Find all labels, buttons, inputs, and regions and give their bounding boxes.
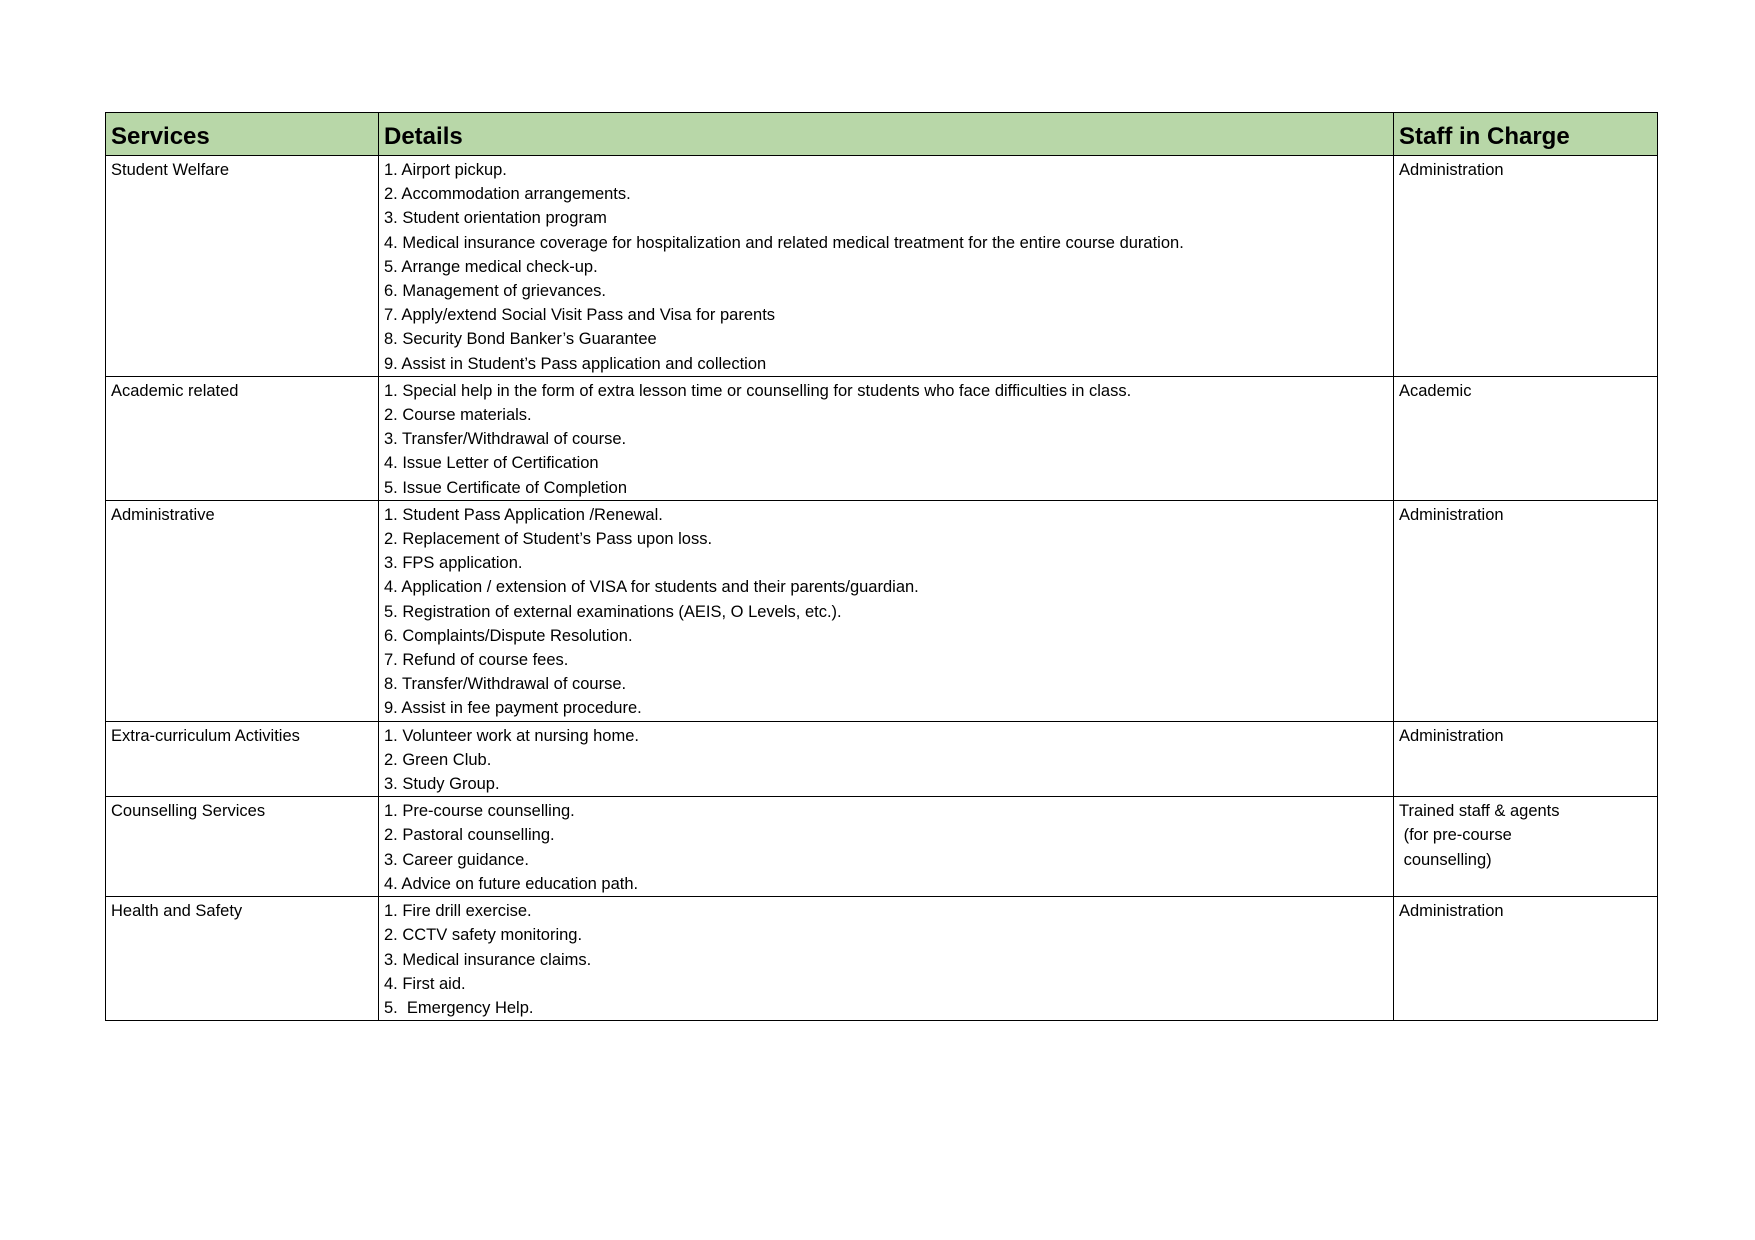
- detail-item: 2. Replacement of Student’s Pass upon loss.: [384, 530, 713, 549]
- table-row: [106, 897, 1658, 1021]
- service-cell: Student Welfare: [106, 156, 379, 377]
- detail-item: 5. Emergency Help.: [384, 998, 534, 1017]
- detail-item: 2. Green Club.: [384, 750, 492, 769]
- header-details: Details: [379, 113, 1394, 156]
- table-row: [106, 797, 1658, 897]
- detail-item: 9. Assist in Student’s Pass application and collection: [384, 354, 767, 373]
- detail-item: 1. Pre-course counselling.: [384, 802, 575, 821]
- details-cell: [379, 500, 1394, 721]
- detail-item: 4. Medical insurance coverage for hospitalization and related medical treatment for the entire course duration.: [384, 233, 1184, 252]
- details-cell: [379, 156, 1394, 377]
- detail-item: 1. Airport pickup.: [384, 161, 507, 179]
- detail-item: 4. First aid.: [384, 974, 466, 993]
- detail-item: 2. Course materials.: [384, 406, 532, 425]
- detail-item: 4. Application / extension of VISA for students and their parents/guardian.: [384, 578, 919, 597]
- detail-item: 1. Volunteer work at nursing home.: [384, 726, 639, 745]
- staff-line: Academic: [1399, 381, 1472, 400]
- table-row: [106, 500, 1658, 721]
- service-cell: Health and Safety: [106, 897, 379, 1021]
- detail-item: 4. Issue Letter of Certification: [384, 454, 599, 473]
- details-cell: [379, 721, 1394, 797]
- staff-line: (for pre-course: [1399, 826, 1512, 845]
- staff-line: Trained staff & agents: [1399, 802, 1560, 821]
- staff-cell: [1394, 376, 1658, 500]
- services-table: [105, 112, 1658, 1021]
- staff-cell: [1394, 156, 1658, 377]
- detail-item: 8. Transfer/Withdrawal of course.: [384, 675, 627, 694]
- service-cell: Administrative: [106, 500, 379, 721]
- service-cell: Extra-curriculum Activities: [106, 721, 379, 797]
- detail-item: 7. Apply/extend Social Visit Pass and Visa for parents: [384, 306, 776, 325]
- table-row: [106, 156, 1658, 377]
- service-cell: Academic related: [106, 376, 379, 500]
- detail-item: 3. Student orientation program: [384, 209, 607, 228]
- detail-item: 6. Complaints/Dispute Resolution.: [384, 626, 633, 645]
- table-header: [106, 113, 1658, 156]
- detail-item: 2. Accommodation arrangements.: [384, 185, 631, 204]
- detail-item: 2. Pastoral counselling.: [384, 826, 555, 845]
- detail-item: 1. Student Pass Application /Renewal.: [384, 505, 663, 524]
- detail-item: 5. Registration of external examinations (AEIS, O Levels, etc.).: [384, 602, 842, 621]
- detail-item: 3. Study Group.: [384, 775, 500, 794]
- staff-cell: [1394, 797, 1658, 897]
- header-staff-in-charge: Staff in Charge: [1394, 113, 1658, 156]
- detail-item: 6. Management of grievances.: [384, 282, 606, 301]
- header-row: [106, 113, 1658, 156]
- detail-item: 3. Transfer/Withdrawal of course.: [384, 430, 627, 449]
- detail-item: 1. Fire drill exercise.: [384, 902, 532, 921]
- details-cell: [379, 376, 1394, 500]
- detail-item: 8. Security Bond Banker’s Guarantee: [384, 330, 657, 349]
- table-row: [106, 721, 1658, 797]
- detail-item: 9. Assist in fee payment procedure.: [384, 699, 642, 718]
- staff-cell: [1394, 500, 1658, 721]
- table-row: [106, 376, 1658, 500]
- staff-line: counselling): [1399, 850, 1492, 869]
- table-body: [106, 156, 1658, 1021]
- detail-item: 2. CCTV safety monitoring.: [384, 926, 583, 945]
- detail-item: 3. FPS application.: [384, 554, 523, 573]
- staff-line: Administration: [1399, 161, 1504, 179]
- detail-item: 5. Issue Certificate of Completion: [384, 478, 628, 497]
- staff-line: Administration: [1399, 726, 1504, 745]
- details-cell: [379, 797, 1394, 897]
- detail-item: 3. Medical insurance claims.: [384, 950, 592, 969]
- service-cell: Counselling Services: [106, 797, 379, 897]
- detail-item: 4. Advice on future education path.: [384, 874, 639, 893]
- staff-cell: [1394, 897, 1658, 1021]
- detail-item: 1. Special help in the form of extra lesson time or counselling for students who face difficulties in class.: [384, 381, 1132, 400]
- detail-item: 5. Arrange medical check-up.: [384, 257, 598, 276]
- header-services: Services: [106, 113, 379, 156]
- detail-item: 7. Refund of course fees.: [384, 651, 569, 670]
- details-cell: [379, 897, 1394, 1021]
- staff-cell: [1394, 721, 1658, 797]
- staff-line: Administration: [1399, 902, 1504, 921]
- detail-item: 3. Career guidance.: [384, 850, 529, 869]
- staff-line: Administration: [1399, 505, 1504, 524]
